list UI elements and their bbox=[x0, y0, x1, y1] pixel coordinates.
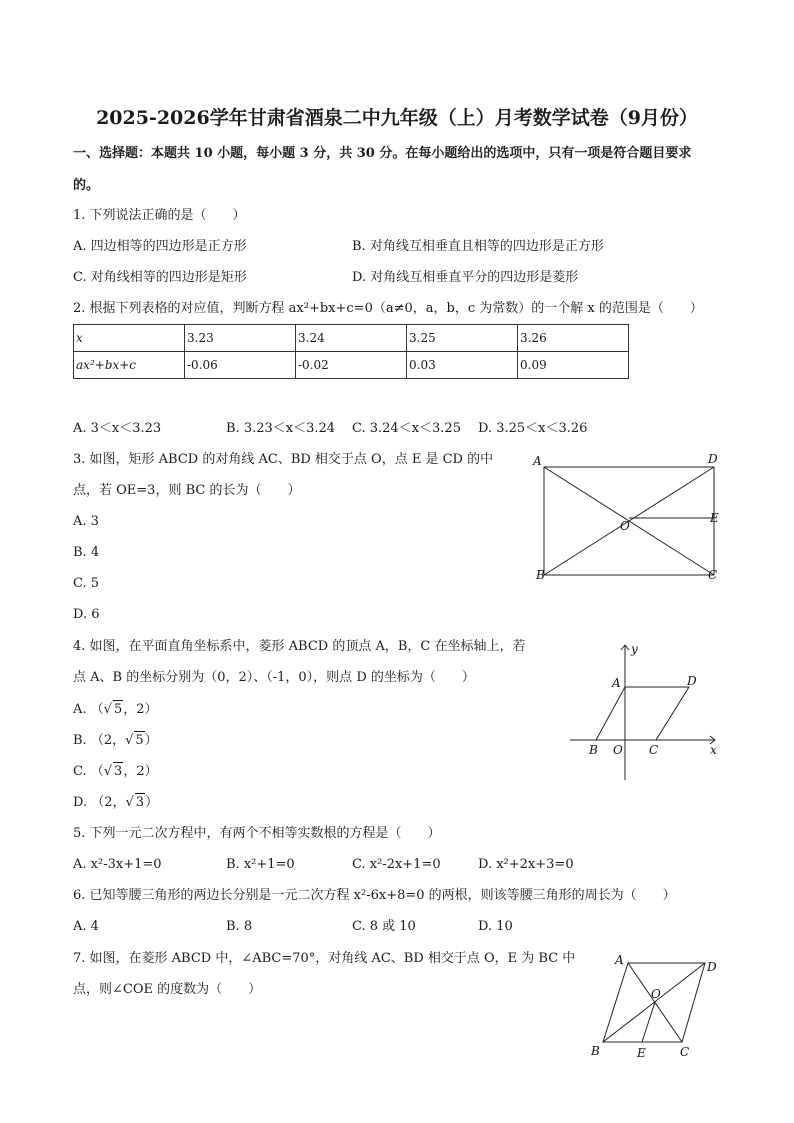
q6-option-a: A. 4 bbox=[73, 919, 99, 934]
axis-label-y: y bbox=[631, 642, 638, 656]
q5-option-b: B. x²+1=0 bbox=[226, 857, 295, 872]
label-o: O bbox=[651, 987, 661, 1001]
label-b: B bbox=[536, 568, 545, 582]
table-row bbox=[74, 352, 629, 379]
table-cell: -0.06 bbox=[185, 352, 296, 379]
sqrt-sign: √ bbox=[103, 764, 113, 779]
q6-option-b: B. 8 bbox=[226, 919, 253, 934]
label-a: A bbox=[612, 676, 621, 690]
label-d: D bbox=[708, 452, 718, 466]
q2-stem: 2. 根据下列表格的对应值，判断方程 ax²+bx+c=0（a≠0，a，b，c 为常数）的一个解 x 的范围是（ ） bbox=[73, 301, 703, 316]
q3-stem-line2: 点，若 OE=3，则 BC 的长为（ ） bbox=[73, 483, 301, 498]
q7-stem-line1: 7. 如图，在菱形 ABCD 中，∠ABC=70°，对角线 AC、BD 相交于点 O，E 为 BC 中 bbox=[73, 951, 576, 966]
q2-value-table bbox=[73, 324, 629, 379]
table-cell: ax²+bx+c bbox=[74, 352, 185, 379]
option-text: ） bbox=[145, 795, 159, 810]
label-a: A bbox=[533, 454, 542, 468]
q4-stem-line1: 4. 如图，在平面直角坐标系中，菱形 ABCD 的顶点 A，B，C 在坐标轴上，若 bbox=[73, 639, 526, 654]
section-heading-line1: 一、选择题：本题共 10 小题，每小题 3 分，共 30 分。在每小题给出的选项中，只有一项是符合题目要求 bbox=[73, 146, 692, 161]
label-d: D bbox=[707, 960, 717, 974]
exam-title: 2025-2026学年甘肃省酒泉二中九年级（上）月考数学试卷（9月份） bbox=[96, 107, 698, 129]
label-a: A bbox=[615, 953, 624, 967]
q2-option-d: D. 3.25＜x＜3.26 bbox=[478, 421, 588, 436]
diagonal-bd bbox=[603, 963, 705, 1042]
q6-option-c: C. 8 或 10 bbox=[352, 919, 416, 934]
q2-option-c: C. 3.24＜x＜3.25 bbox=[352, 421, 461, 436]
q1-option-c: C. 对角线相等的四边形是矩形 bbox=[73, 270, 247, 285]
table-cell: 3.23 bbox=[185, 325, 296, 352]
option-text: D. （2， bbox=[73, 795, 126, 810]
q1-option-a: A. 四边相等的四边形是正方形 bbox=[73, 239, 247, 254]
table-cell: 3.24 bbox=[296, 325, 407, 352]
table-cell: 0.03 bbox=[407, 352, 518, 379]
table-cell: 0.09 bbox=[518, 352, 629, 379]
option-text: ，2） bbox=[123, 702, 158, 717]
q1-stem: 1. 下列说法正确的是（ ） bbox=[73, 208, 246, 223]
option-text: A. （ bbox=[73, 702, 104, 717]
label-c: C bbox=[649, 743, 659, 757]
label-c: C bbox=[708, 568, 718, 582]
q6-stem: 6. 已知等腰三角形的两边长分别是一元二次方程 x²-6x+8=0 的两根，则该等腰三角形的周长为（ ） bbox=[73, 888, 676, 903]
label-e: E bbox=[710, 511, 719, 525]
q4-option-a bbox=[73, 700, 158, 719]
table-row bbox=[74, 325, 629, 352]
q4-option-b bbox=[73, 731, 158, 750]
sqrt-sign: √ bbox=[125, 795, 134, 810]
q5-stem: 5. 下列一元二次方程中，有两个不相等实数根的方程是（ ） bbox=[73, 826, 441, 841]
table-cell: -0.02 bbox=[296, 352, 407, 379]
q3-option-d: D. 6 bbox=[73, 607, 100, 622]
q5-option-a: A. x²-3x+1=0 bbox=[73, 857, 162, 872]
q5-option-d: D. x²+2x+3=0 bbox=[478, 857, 574, 872]
q6-option-d: D. 10 bbox=[478, 919, 513, 934]
q3-option-c: C. 5 bbox=[73, 576, 100, 591]
radicand: 3 bbox=[114, 764, 123, 779]
table-cell: x bbox=[74, 325, 185, 352]
q4-option-c bbox=[73, 762, 158, 781]
q4-stem-line2: 点 A、B 的坐标分别为（0，2）、（-1，0），则点 D 的坐标为（ ） bbox=[73, 670, 475, 685]
sqrt-sign: √ bbox=[103, 702, 112, 717]
radicand: 5 bbox=[135, 733, 144, 748]
sqrt-sign: √ bbox=[125, 733, 134, 748]
table-cell: 3.25 bbox=[407, 325, 518, 352]
option-text: C. （ bbox=[73, 764, 104, 779]
q5-option-c: C. x²-2x+1=0 bbox=[352, 857, 441, 872]
segment-oe bbox=[642, 1002, 655, 1042]
q7-stem-line2: 点，则∠COE 的度数为（ ） bbox=[73, 982, 262, 997]
radicand: 3 bbox=[135, 795, 145, 810]
label-d: D bbox=[687, 674, 697, 688]
q3-stem-line1: 3. 如图，矩形 ABCD 的对角线 AC、BD 相交于点 O，点 E 是 CD 的中 bbox=[73, 452, 494, 467]
rhombus-abcd bbox=[596, 687, 689, 740]
label-b: B bbox=[591, 1044, 600, 1058]
option-text: ） bbox=[144, 733, 158, 748]
label-c: C bbox=[680, 1045, 690, 1059]
radicand: 5 bbox=[113, 702, 123, 717]
label-b: B bbox=[589, 743, 598, 757]
q1-option-d: D. 对角线互相垂直平分的四边形是菱形 bbox=[352, 270, 579, 285]
q3-option-a: A. 3 bbox=[73, 514, 99, 529]
label-e: E bbox=[637, 1046, 646, 1060]
q7-rhombus-figure bbox=[585, 950, 735, 1065]
section-heading-line2: 的。 bbox=[73, 178, 100, 193]
q2-option-b: B. 3.23＜x＜3.24 bbox=[226, 421, 336, 436]
axis-label-x: x bbox=[710, 743, 717, 757]
label-o: O bbox=[620, 519, 630, 533]
q3-option-b: B. 4 bbox=[73, 545, 100, 560]
table-cell: 3.26 bbox=[518, 325, 629, 352]
q4-coordinate-figure bbox=[565, 640, 725, 785]
option-text: ，2） bbox=[123, 764, 158, 779]
label-o: O bbox=[613, 743, 623, 757]
q1-option-b: B. 对角线互相垂直且相等的四边形是正方形 bbox=[352, 239, 604, 254]
q2-option-a: A. 3＜x＜3.23 bbox=[73, 421, 162, 436]
option-text: B. （2， bbox=[73, 733, 126, 748]
q4-option-d bbox=[73, 793, 158, 812]
q3-rectangle-figure bbox=[525, 448, 735, 588]
